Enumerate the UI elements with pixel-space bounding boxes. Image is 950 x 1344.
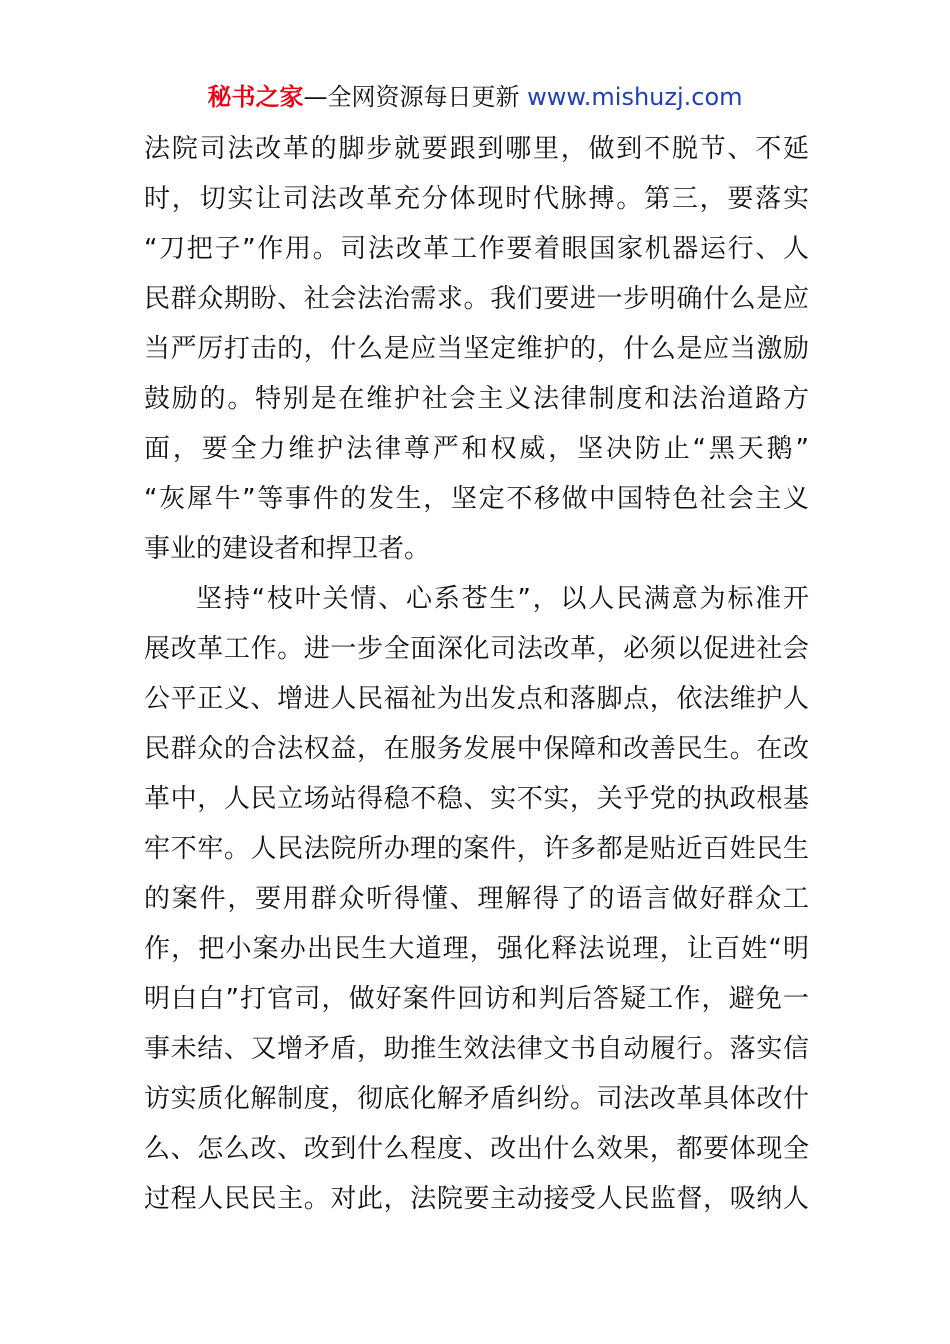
text-line: 牢不牢。人民法院所办理的案件，许多都是贴近百姓民生: [144, 834, 809, 864]
text-line: 当严厉打击的，什么是应当坚定维护的，什么是应当激励: [144, 334, 809, 364]
text-line: 时，切实让司法改革充分体现时代脉搏。第三，要落实: [144, 184, 809, 214]
text-line: 事业的建设者和捍卫者。: [144, 534, 431, 564]
text-line: 作，把小案办出民生大道理，强化释法说理，让百姓“明: [144, 934, 809, 964]
text-line: 民群众期盼、社会法治需求。我们要进一步明确什么是应: [144, 284, 809, 314]
text-line: 公平正义、增进人民福祉为出发点和落脚点，依法维护人: [144, 684, 809, 714]
text-line: 法院司法改革的脚步就要跟到哪里，做到不脱节、不延: [144, 134, 809, 164]
text-line: 访实质化解制度，彻底化解矛盾纠纷。司法改革具体改什: [144, 1084, 809, 1114]
text-line: “刀把子”作用。司法改革工作要着眼国家机器运行、人: [144, 234, 809, 264]
text-line: 事未结、又增矛盾，助推生效法律文书自动履行。落实信: [144, 1034, 809, 1064]
text-line: 过程人民民主。对此，法院要主动接受人民监督，吸纳人: [144, 1184, 809, 1214]
text-line: 的案件，要用群众听得懂、理解得了的语言做好群众工: [144, 884, 809, 914]
site-header: [0, 80, 950, 114]
text-line: 革中，人民立场站得稳不稳、实不实，关乎党的执政根基: [144, 784, 809, 814]
paragraph-start-line: 坚持“枝叶关情、心系苍生”，以人民满意为标准开: [196, 584, 809, 614]
text-line: 面，要全力维护法律尊严和权威，坚决防止“黑天鹅”: [144, 434, 809, 464]
text-line: 么、怎么改、改到什么程度、改出什么效果，都要体现全: [144, 1134, 809, 1164]
site-brand: 秘书之家: [207, 83, 304, 111]
text-line: 民群众的合法权益，在服务发展中保障和改善民生。在改: [144, 734, 809, 764]
text-line: 鼓励的。特别是在维护社会主义法律制度和法治道路方: [144, 384, 809, 414]
document-body: [144, 124, 809, 1224]
site-tagline: —全网资源每日更新: [303, 83, 520, 111]
site-url[interactable]: www.mishuzj.com: [519, 83, 743, 111]
text-line: “灰犀牛”等事件的发生，坚定不移做中国特色社会主义: [144, 484, 809, 514]
text-line: 展改革工作。进一步全面深化司法改革，必须以促进社会: [144, 634, 809, 664]
text-line: 明白白”打官司，做好案件回访和判后答疑工作，避免一: [144, 984, 809, 1014]
